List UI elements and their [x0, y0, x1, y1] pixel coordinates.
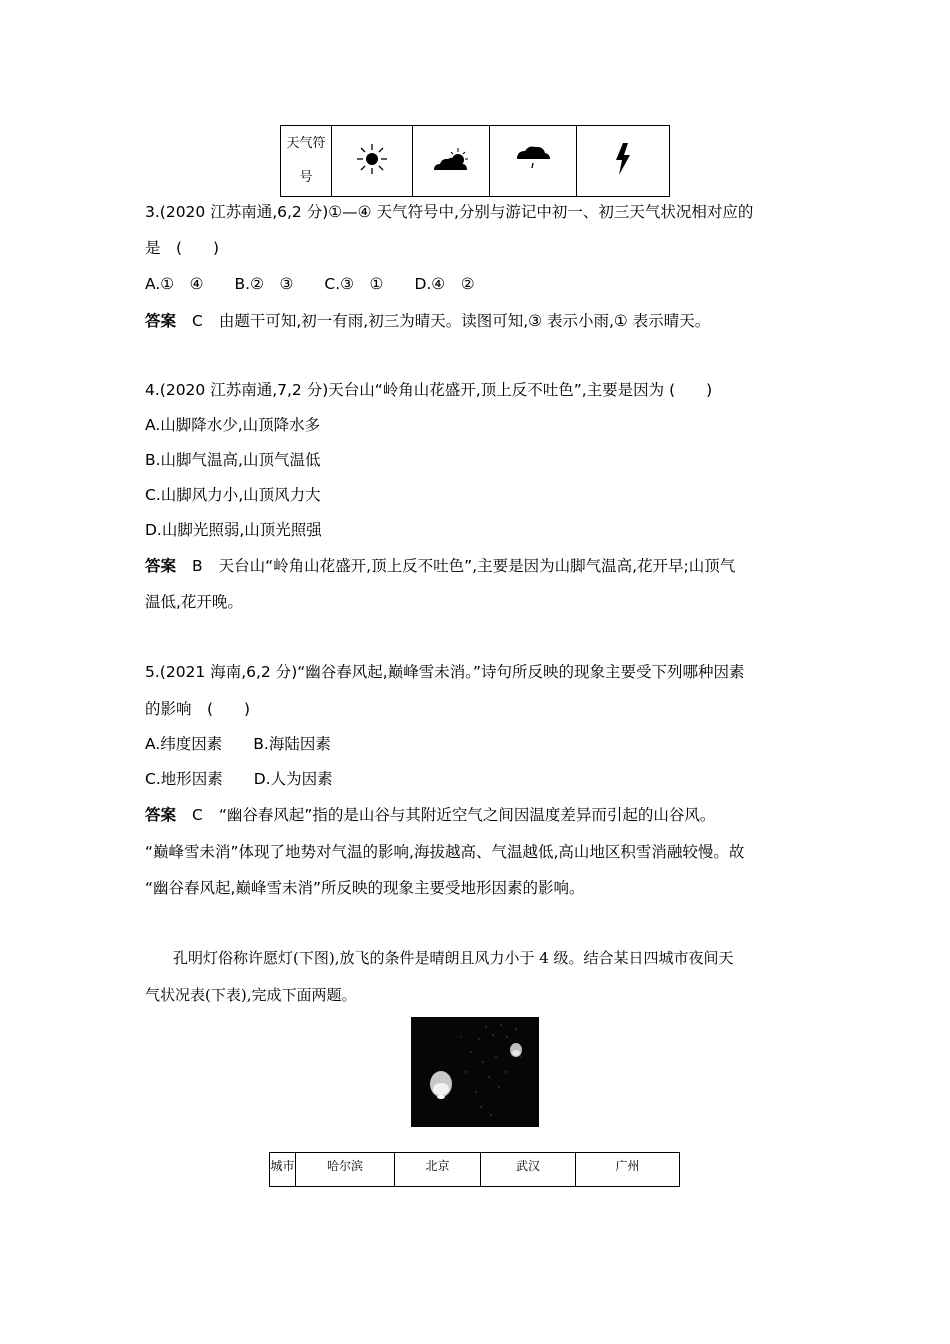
weather-table-label: 天气符号 — [281, 126, 332, 197]
city-cell: 哈尔滨 — [296, 1153, 395, 1187]
lantern-image — [411, 1017, 539, 1127]
weather-cell-2 — [413, 126, 490, 197]
q5-stem-line-2: 的影响 ( ) — [145, 700, 251, 718]
weather-cell-1 — [332, 126, 413, 197]
passage-line-2: 气状况表(下表),完成下面两题。 — [145, 986, 357, 1004]
q4-option-b: B.山脚气温高,山顶气温低 — [145, 451, 321, 469]
sky-lantern-photo — [411, 1017, 539, 1127]
city-weather-table — [269, 1152, 680, 1187]
answer-text: “幽谷春风起”指的是山谷与其附近空气之间因温度差异而引起的山谷风。 — [218, 806, 716, 824]
city-table-header: 城市 — [270, 1153, 296, 1187]
q5-options-line-1: A.纬度因素 B.海陆因素 — [145, 735, 331, 753]
q3-answer — [145, 311, 710, 331]
answer-text: 天台山“岭角山花盛开,顶上反不吐色”,主要是因为山脚气温高,花开早;山顶气 — [218, 557, 736, 575]
answer-letter: B — [192, 557, 203, 575]
q5-answer-line-2: “巅峰雪未消”体现了地势对气温的影响,海拔越高、气温越低,高山地区积雪消融较慢。故 — [145, 843, 745, 861]
sun-icon — [355, 142, 389, 176]
city-cell: 武汉 — [481, 1153, 576, 1187]
q3-options: A.① ④ B.② ③ C.③ ① D.④ ② — [145, 275, 475, 293]
answer-text: 由题干可知,初一有雨,初三为晴天。读图可知,③ 表示小雨,① 表示晴天。 — [218, 312, 711, 330]
q3-stem-line-1: 3.(2020 江苏南通,6,2 分)①—④ 天气符号中,分别与游记中初一、初三天气状况相对应的 — [145, 203, 754, 221]
answer-label: 答案 — [145, 557, 177, 575]
q4-option-d: D.山脚光照弱,山顶光照强 — [145, 521, 322, 539]
city-cell: 北京 — [395, 1153, 481, 1187]
q3-stem-line-2: 是 ( ) — [145, 239, 220, 257]
q4-option-a: A.山脚降水少,山顶降水多 — [145, 416, 321, 434]
q4-answer — [145, 556, 735, 576]
lightning-icon — [611, 141, 635, 177]
answer-label: 答案 — [145, 312, 177, 330]
q4-option-c: C.山脚风力小,山顶风力大 — [145, 486, 321, 504]
light-rain-icon — [515, 143, 551, 175]
passage-line-1: 孔明灯俗称许愿灯(下图),放飞的条件是晴朗且风力小于 4 级。结合某日四城市夜间天 — [173, 949, 734, 967]
partly-cloudy-icon — [431, 144, 471, 174]
q4-answer-line-2: 温低,花开晚。 — [145, 593, 243, 611]
q5-options-line-2: C.地形因素 D.人为因素 — [145, 770, 333, 788]
city-cell: 广州 — [576, 1153, 680, 1187]
weather-symbol-table — [280, 125, 670, 197]
answer-letter: C — [192, 312, 203, 330]
answer-letter: C — [192, 806, 203, 824]
q4-stem: 4.(2020 江苏南通,7,2 分)天台山“岭角山花盛开,顶上反不吐色”,主要是因为 ( ) — [145, 381, 713, 399]
q5-answer-line-3: “幽谷春风起,巅峰雪未消”所反映的现象主要受地形因素的影响。 — [145, 879, 585, 897]
weather-cell-4 — [577, 126, 670, 197]
q5-answer — [145, 805, 715, 825]
q5-stem-line-1: 5.(2021 海南,6,2 分)“幽谷春风起,巅峰雪未消。”诗句所反映的现象主要受下列哪种因素 — [145, 663, 745, 681]
weather-cell-3 — [490, 126, 577, 197]
answer-label: 答案 — [145, 806, 177, 824]
